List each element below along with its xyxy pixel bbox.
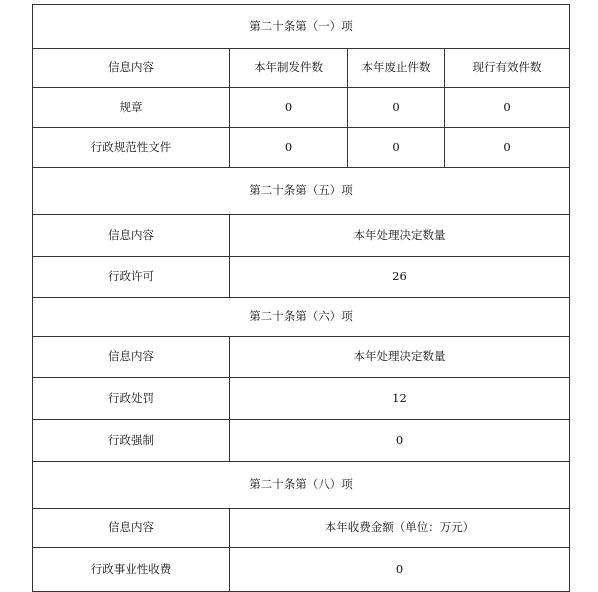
cell-value: 0 xyxy=(230,128,348,168)
column-header: 本年收费金额（单位：万元） xyxy=(230,509,570,548)
column-header: 本年处理决定数量 xyxy=(230,337,570,378)
column-header: 信息内容 xyxy=(33,49,230,88)
cell-value: 0 xyxy=(348,88,445,128)
cell-value: 0 xyxy=(445,88,570,128)
section-title-row xyxy=(33,5,570,49)
header-row xyxy=(33,337,570,378)
table-row xyxy=(33,378,570,420)
section-title: 第二十条第（八）项 xyxy=(33,462,570,509)
table-row xyxy=(33,128,570,168)
cell-value: 0 xyxy=(230,420,570,462)
table-row xyxy=(33,548,570,592)
cell-value: 0 xyxy=(348,128,445,168)
cell-value: 12 xyxy=(230,378,570,420)
section-title: 第二十条第（一）项 xyxy=(33,5,570,49)
section-title: 第二十条第（六）项 xyxy=(33,298,570,337)
column-header: 现行有效件数 xyxy=(445,49,570,88)
row-label: 行政事业性收费 xyxy=(33,548,230,592)
column-header: 信息内容 xyxy=(33,509,230,548)
cell-value: 26 xyxy=(230,257,570,298)
row-label: 行政处罚 xyxy=(33,378,230,420)
table-row xyxy=(33,420,570,462)
section-title-row xyxy=(33,298,570,337)
row-label: 行政许可 xyxy=(33,257,230,298)
column-header: 本年废止件数 xyxy=(348,49,445,88)
cell-value: 0 xyxy=(445,128,570,168)
section-title-row xyxy=(33,168,570,215)
table-row xyxy=(33,88,570,128)
table-row xyxy=(33,257,570,298)
cell-value: 0 xyxy=(230,548,570,592)
row-label: 行政规范性文件 xyxy=(33,128,230,168)
cell-value: 0 xyxy=(230,88,348,128)
section-title: 第二十条第（五）项 xyxy=(33,168,570,215)
header-row xyxy=(33,49,570,88)
column-header: 本年处理决定数量 xyxy=(230,215,570,257)
section-title-row xyxy=(33,462,570,509)
header-row xyxy=(33,215,570,257)
row-label: 规章 xyxy=(33,88,230,128)
row-label: 行政强制 xyxy=(33,420,230,462)
column-header: 本年制发件数 xyxy=(230,49,348,88)
disclosure-table xyxy=(32,4,570,592)
header-row xyxy=(33,509,570,548)
column-header: 信息内容 xyxy=(33,337,230,378)
column-header: 信息内容 xyxy=(33,215,230,257)
